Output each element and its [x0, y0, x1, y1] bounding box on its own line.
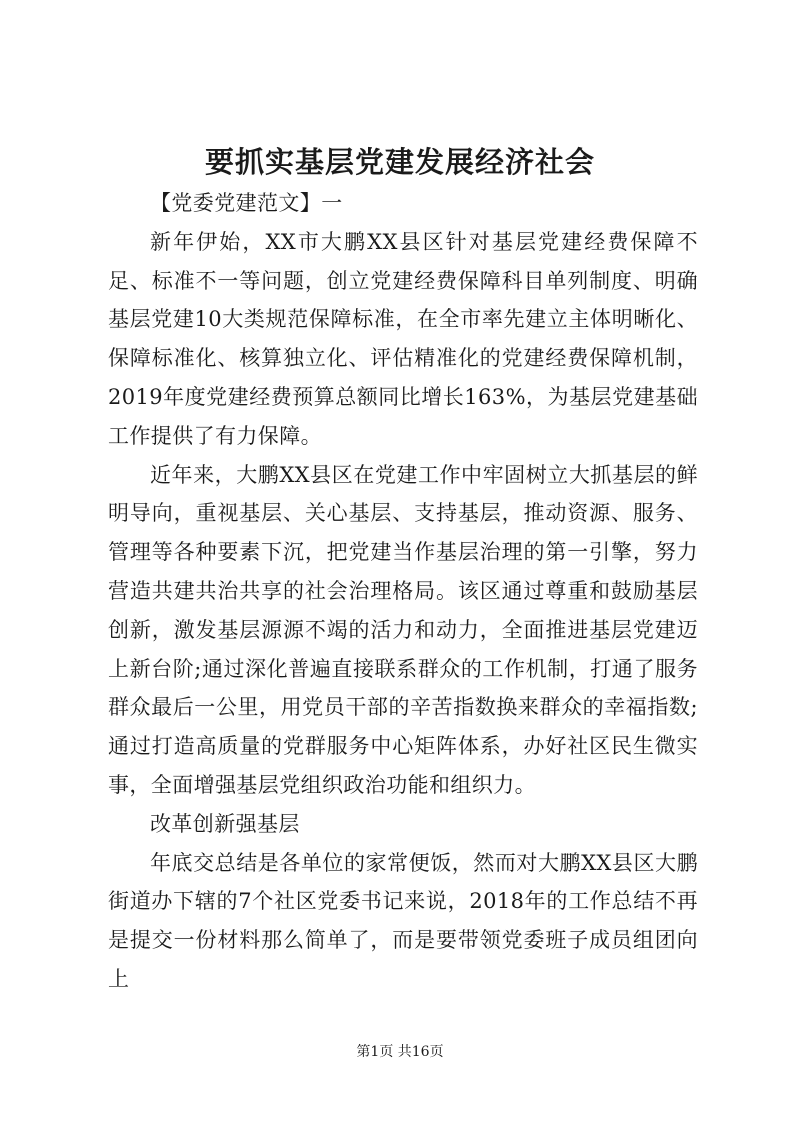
paragraph-2: 近年来，大鹏XX县区在党建工作中牢固树立大抓基层的鲜明导向，重视基层、关心基层、支持基层，推动资源、服务、管理等各种要素下沉，把党建当作基层治理的第一引擎，努力营造共建共治共享的社会治理格局。该区通过尊重和鼓励基层创新，激发基层源源不竭的活力和动力，全面推进基层党建迈上新台阶;通过深化普遍直接联系群众的工作机制，打通了服务群众最后一公里，用党员干部的辛苦指数换来群众的幸福指数;通过打造高质量的党群服务中心矩阵体系，办好社区民生微实事，全面增强基层党组织政治功能和组织力。	[108, 462, 698, 797]
paragraph-3: 年底交总结是各单位的家常便饭，然而对大鹏XX县区大鹏街道办下辖的7个社区党委书记来说，2018年的工作总结不再是提交一份材料那么简单了，而是要带领党委班子成员组团向上	[108, 850, 698, 991]
paragraph-1: 新年伊始，XX市大鹏XX县区针对基层党建经费保障不足、标准不一等问题，创立党建经费保障科目单列制度、明确基层党建10大类规范保障标准，在全市率先建立主体明晰化、保障标准化、核算独立化、评估精准化的党建经费保障机制，2019年度党建经费预算总额同比增长163%，为基层党建基础工作提供了有力保障。	[108, 229, 698, 448]
section-heading: 改革创新强基层	[150, 811, 300, 836]
document-body	[108, 184, 698, 999]
document-title: 要抓实基层党建发展经济社会	[204, 145, 595, 179]
page-number-footer: 第1页 共16页	[356, 1044, 444, 1060]
paragraph-category: 【党委党建范文】一	[150, 191, 343, 215]
